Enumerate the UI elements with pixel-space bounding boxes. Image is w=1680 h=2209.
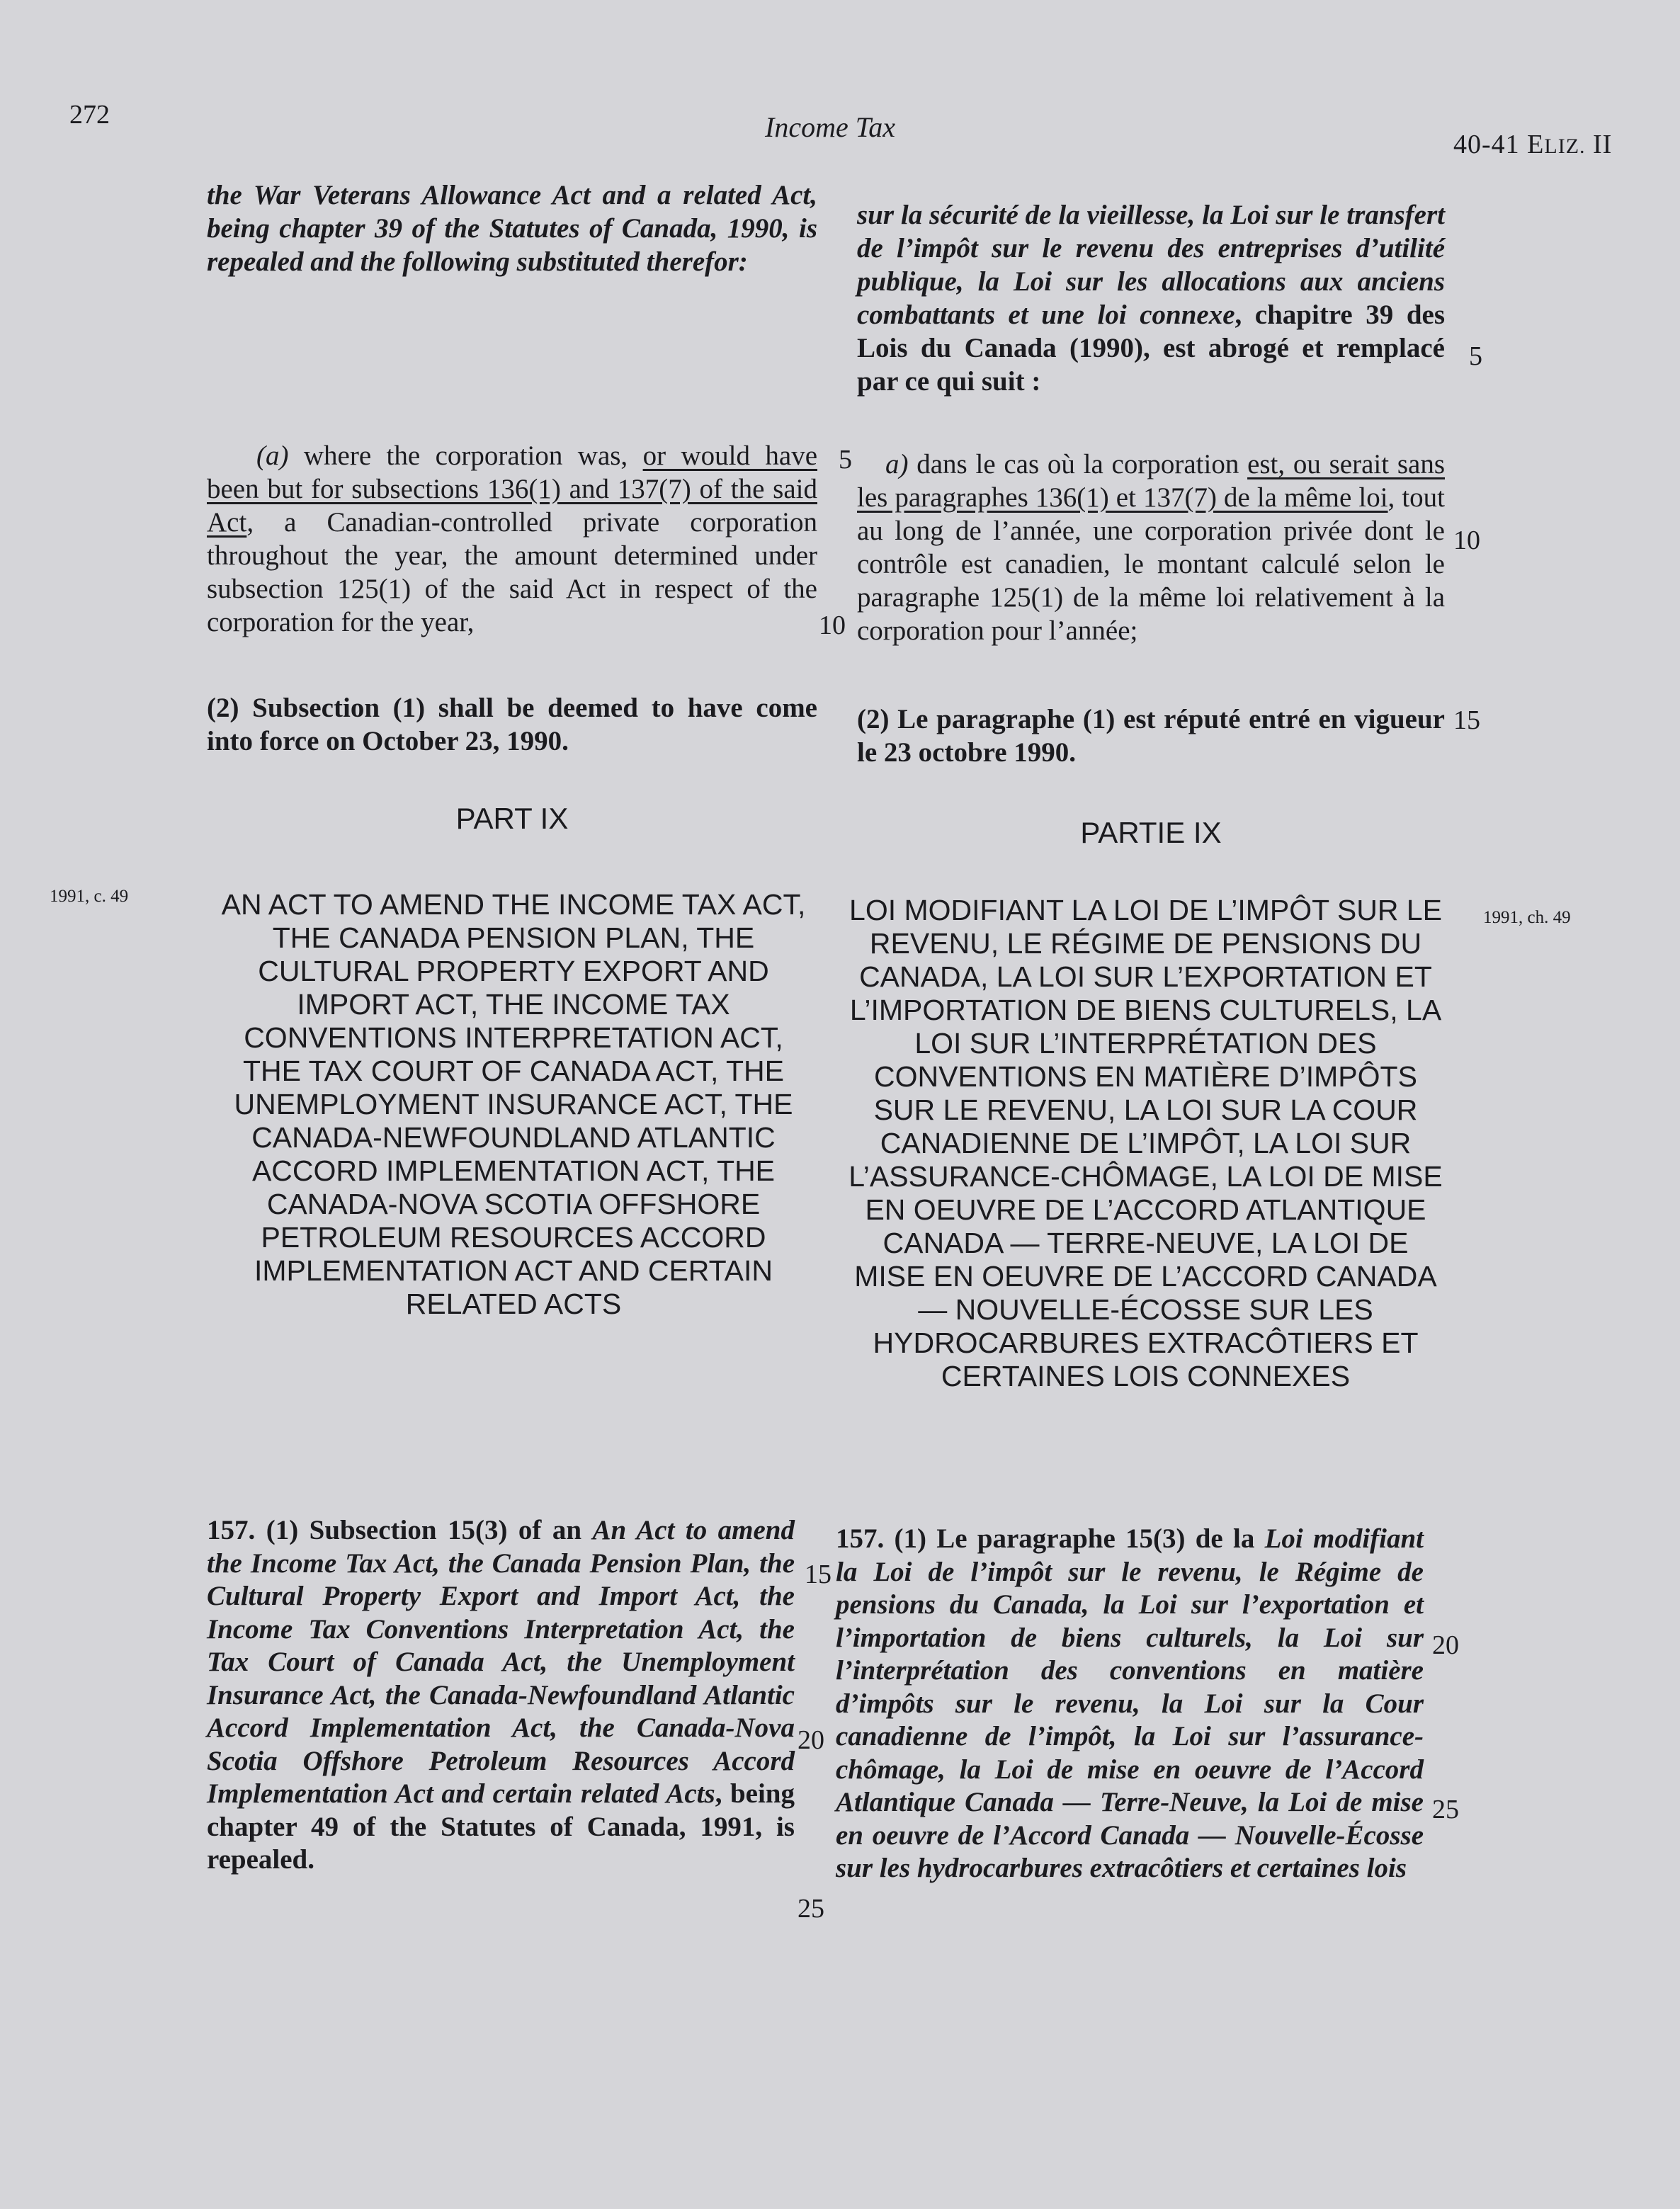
fr-para-a-after: , tout au long de l’année, une corporation privée dont le contrôle est canadien, le montant calculé selon le paragraphe 125(1) de la même loi relativement à la corporation pour l’année; <box>857 482 1446 646</box>
page-number: 272 <box>69 100 110 130</box>
fr-section-157 <box>836 1523 1424 1885</box>
line-number-15-right: 15 <box>1453 705 1480 735</box>
fr-para-a-label: a) <box>885 449 909 479</box>
en-para-a-after: , a Canadian-controlled private corporation throughout the year, the amount determined under subsection 125(1) of the said Act in respect of the corporation for the year, <box>207 507 817 637</box>
fr-subsection-2-text: (2) Le paragraphe (1) est réputé entré en vigueur le 23 octobre 1990. <box>857 704 1445 768</box>
regnal-smallcaps: LIZ. <box>1544 135 1586 158</box>
en-subsection-2-text: (2) Subsection (1) shall be deemed to have come into force on October 23, 1990. <box>207 693 817 756</box>
regnal-year <box>1453 129 1612 160</box>
fr-para-a-before: dans le cas où la corporation <box>908 449 1248 479</box>
en-part-heading: PART IX <box>455 802 569 835</box>
line-number-5-right: 5 <box>1469 341 1482 371</box>
en-para-a-label: (a) <box>256 441 289 471</box>
fr-act-title: LOI MODIFIANT LA LOI DE L’IMPÔT SUR LE REVENU, LE RÉGIME DE PENSIONS DU CANADA, LA LOI SUR L’EXPORTATION ET L’IMPORTATION DE BIENS CULTURELS, LA LOI SUR L’INTERPRÉTATION DES CONVENTIONS EN MATIÈRE D’IMPÔTS SUR LE REVENU, LA LOI SUR LA COUR CANADIENNE DE L’IMPÔT, LA LOI SUR L’ASSURANCE-CHÔMAGE, LA LOI DE MISE EN OEUVRE DE L’ACCORD ATLANTIQUE CANADA — TERRE-NEUVE, LA LOI DE MISE EN OEUVRE DE L’ACCORD CANADA — NOUVELLE-ÉCOSSE SUR LES HYDROCARBURES EXTRACÔTIERS ET CERTAINES LOIS CONNEXES <box>848 894 1443 1392</box>
fr-subsection-2 <box>857 703 1445 769</box>
line-number-15-middle: 15 <box>805 1560 832 1589</box>
line-number-10-middle: 10 <box>819 611 846 640</box>
regnal-year-text: 40-41 ELIZ. II <box>1453 130 1613 159</box>
fr-paragraph-a <box>857 448 1445 647</box>
en-para-a-amendment: or would have been but for subsections 136(1) and 137(7) of the said Act <box>207 441 818 538</box>
en-subsection-2 <box>207 691 817 758</box>
en-act-title: AN ACT TO AMEND THE INCOME TAX ACT, THE CANADA PENSION PLAN, THE CULTURAL PROPERTY EXPORT AND IMPORT ACT, THE INCOME TAX CONVENTIONS INTERPRETATION ACT, THE TAX COURT OF CANADA ACT, THE UNEMPLOYMENT INSURANCE ACT, THE CANADA-NEWFOUNDLAND ATLANTIC ACCORD IMPLEMENTATION ACT, THE CANADA-NOVA SCOTIA OFFSHORE PETROLEUM RESOURCES ACCORD IMPLEMENTATION ACT AND CERTAIN RELATED ACTS <box>221 888 806 1320</box>
en-para-a-before: where the corporation was, <box>288 441 643 471</box>
en-s157-lead: 157. (1) Subsection 15(3) of an <box>207 1515 593 1545</box>
fr-intro-italic: sur la sécurité de la vieillesse, la Loi sur le transfert de l’impôt sur le revenu des entreprises d’utilité publique, la Loi sur les allocations aux anciens combattants et une loi connexe <box>857 200 1445 330</box>
en-paragraph-a <box>207 439 817 639</box>
fr-s157-lead: 157. (1) Le paragraphe 15(3) de la <box>836 1523 1265 1554</box>
en-intro-text: the War Veterans Allowance Act and a related Act, being chapter 39 of the Statutes of Canada, 1990, is repealed and the following substituted therefor: <box>207 180 817 277</box>
line-number-25-right: 25 <box>1432 1795 1459 1824</box>
en-s157-act-name: An Act to amend the Income Tax Act, the Canada Pension Plan, the Cultural Property Export and Import Act, the Income Tax Conventions Interpretation Act, the Tax Court of Canada Act, the Unemployment Insurance Act, the Canada-Newfoundland Atlantic Accord Implementation Act, the Canada-Nova Scotia Offshore Petroleum Resources Accord Implementation Act and certain related Acts <box>207 1515 795 1809</box>
en-intro <box>207 178 817 348</box>
line-number-5-middle: 5 <box>839 445 852 475</box>
fr-margin-note: 1991, ch. 49 <box>1483 908 1571 927</box>
fr-s157-act-name: Loi modifiant la Loi de l’impôt sur le revenu, le Régime de pensions du Canada, la Loi sur l’exportation et l’importation de biens culturels, la Loi sur l’interprétation des conventions en matière d’impôts sur le revenu, la Loi sur la Cour canadienne de l’impôt, la Loi sur l’assurance-chômage, la Loi de mise en oeuvre de l’Accord Atlantique Canada — Terre-Neuve, la Loi de mise en oeuvre de l’Accord Canada — Nouvelle-Écosse sur les hydrocarbures extracôtiers et certaines lois <box>836 1523 1424 1883</box>
line-number-20-middle: 20 <box>798 1725 824 1755</box>
line-number-10-right: 10 <box>1453 526 1480 555</box>
line-number-20-right: 20 <box>1432 1630 1459 1660</box>
fr-part-heading: PARTIE IX <box>1080 816 1222 849</box>
fr-intro <box>857 198 1445 398</box>
fr-para-a-amendment: est, ou serait sans les paragraphes 136(1) et 137(7) de la même loi <box>857 449 1445 513</box>
en-section-157 <box>207 1514 795 1877</box>
en-margin-note: 1991, c. 49 <box>50 887 129 906</box>
line-number-25-middle: 25 <box>798 1894 824 1924</box>
fr-intro-tail: , chapitre 39 des Lois du Canada (1990), est abrogé et remplacé par ce qui suit : <box>857 300 1445 397</box>
running-title: Income Tax <box>765 111 896 143</box>
en-s157-tail: , being chapter 49 of the Statutes of Canada, 1991, is repealed. <box>207 1778 795 1875</box>
